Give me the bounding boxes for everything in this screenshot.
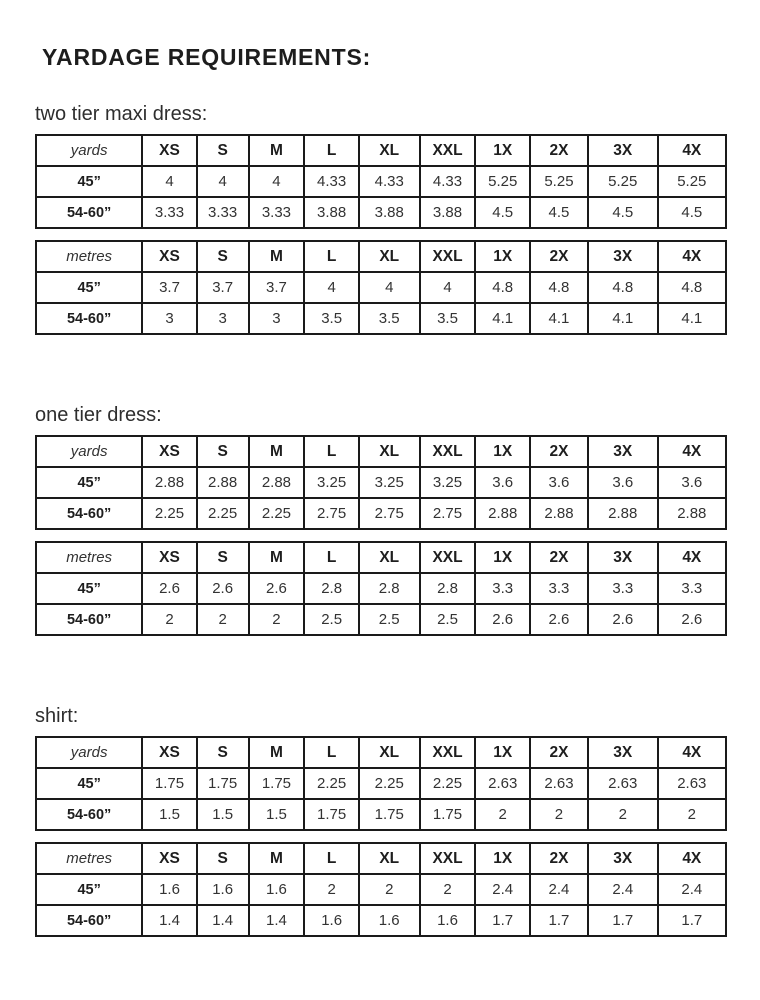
yardage-value-cell: 2.6 bbox=[530, 604, 588, 635]
yardage-value-cell: 1.75 bbox=[197, 768, 249, 799]
yardage-value-cell: 2.6 bbox=[658, 604, 726, 635]
table-row bbox=[36, 166, 726, 197]
yardage-value-cell: 2 bbox=[658, 799, 726, 830]
size-header-cell: XXL bbox=[420, 241, 476, 272]
section-two-tier-maxi-dress bbox=[35, 102, 727, 335]
yardage-value-cell: 2 bbox=[475, 799, 530, 830]
table-header-row bbox=[36, 542, 726, 573]
size-header-cell: XS bbox=[142, 436, 197, 467]
yardage-value-cell: 3.25 bbox=[359, 467, 420, 498]
yardage-value-cell: 1.7 bbox=[588, 905, 658, 936]
yardage-value-cell: 3 bbox=[142, 303, 197, 334]
section-label: one tier dress: bbox=[35, 404, 162, 426]
size-header-cell: S bbox=[197, 436, 249, 467]
yardage-value-cell: 2.88 bbox=[197, 467, 249, 498]
fabric-width-label-cell: 45” bbox=[36, 768, 142, 799]
section-label: shirt: bbox=[35, 705, 79, 727]
yardage-value-cell: 3.88 bbox=[304, 197, 359, 228]
yardage-value-cell: 2.25 bbox=[420, 768, 476, 799]
size-header-cell: XXL bbox=[420, 843, 476, 874]
yardage-value-cell: 4.1 bbox=[658, 303, 726, 334]
section-label: two tier maxi dress: bbox=[35, 103, 208, 125]
fabric-width-label-cell: 54-60” bbox=[36, 799, 142, 830]
yardage-value-cell: 1.6 bbox=[142, 874, 197, 905]
size-header-cell: 3X bbox=[588, 542, 658, 573]
yardage-value-cell: 2 bbox=[249, 604, 305, 635]
size-header-cell: M bbox=[249, 135, 305, 166]
size-header-cell: L bbox=[304, 135, 359, 166]
size-header-cell: 3X bbox=[588, 737, 658, 768]
yardage-value-cell: 2.75 bbox=[304, 498, 359, 529]
yardage-value-cell: 2.63 bbox=[530, 768, 588, 799]
size-header-cell: XXL bbox=[420, 542, 476, 573]
yardage-value-cell: 3.6 bbox=[658, 467, 726, 498]
yardage-value-cell: 2.8 bbox=[304, 573, 359, 604]
yardage-value-cell: 5.25 bbox=[530, 166, 588, 197]
yardage-value-cell: 1.5 bbox=[197, 799, 249, 830]
size-header-cell: 2X bbox=[530, 843, 588, 874]
size-header-cell: XL bbox=[359, 542, 420, 573]
yardage-value-cell: 1.7 bbox=[530, 905, 588, 936]
metres-table bbox=[35, 541, 727, 636]
yardage-value-cell: 4 bbox=[359, 272, 420, 303]
table-row bbox=[36, 498, 726, 529]
yardage-value-cell: 1.75 bbox=[420, 799, 476, 830]
table-header-row bbox=[36, 737, 726, 768]
unit-header-cell: metres bbox=[36, 843, 142, 874]
size-header-cell: XS bbox=[142, 135, 197, 166]
yardage-value-cell: 1.6 bbox=[359, 905, 420, 936]
fabric-width-label-cell: 45” bbox=[36, 272, 142, 303]
yardage-value-cell: 3.5 bbox=[420, 303, 476, 334]
yardage-value-cell: 4.5 bbox=[475, 197, 530, 228]
size-header-cell: S bbox=[197, 542, 249, 573]
table-header-row bbox=[36, 135, 726, 166]
yardage-value-cell: 3.88 bbox=[359, 197, 420, 228]
yardage-value-cell: 3.7 bbox=[142, 272, 197, 303]
yardage-value-cell: 3.33 bbox=[249, 197, 305, 228]
yardage-value-cell: 3.6 bbox=[588, 467, 658, 498]
yardage-value-cell: 1.75 bbox=[359, 799, 420, 830]
size-header-cell: XL bbox=[359, 135, 420, 166]
yardage-value-cell: 2 bbox=[588, 799, 658, 830]
size-header-cell: XS bbox=[142, 843, 197, 874]
yardage-value-cell: 1.6 bbox=[304, 905, 359, 936]
size-header-cell: S bbox=[197, 737, 249, 768]
size-header-cell: S bbox=[197, 135, 249, 166]
yardage-value-cell: 2.63 bbox=[588, 768, 658, 799]
table-row bbox=[36, 874, 726, 905]
size-header-cell: 4X bbox=[658, 241, 726, 272]
yardage-value-cell: 2.75 bbox=[359, 498, 420, 529]
yardage-value-cell: 2.4 bbox=[530, 874, 588, 905]
size-header-cell: 2X bbox=[530, 241, 588, 272]
yardage-value-cell: 2.88 bbox=[658, 498, 726, 529]
yardage-value-cell: 2.88 bbox=[249, 467, 305, 498]
size-header-cell: XL bbox=[359, 843, 420, 874]
yardage-value-cell: 2.25 bbox=[197, 498, 249, 529]
yardage-value-cell: 2.75 bbox=[420, 498, 476, 529]
table-header-row bbox=[36, 436, 726, 467]
metres-table bbox=[35, 842, 727, 937]
table-row bbox=[36, 799, 726, 830]
table-header-row bbox=[36, 241, 726, 272]
size-header-cell: 4X bbox=[658, 737, 726, 768]
table-row bbox=[36, 604, 726, 635]
table-row bbox=[36, 272, 726, 303]
size-header-cell: 1X bbox=[475, 542, 530, 573]
table-row bbox=[36, 573, 726, 604]
yardage-value-cell: 1.4 bbox=[142, 905, 197, 936]
yardage-value-cell: 4 bbox=[249, 166, 305, 197]
yardage-value-cell: 4.5 bbox=[588, 197, 658, 228]
yardage-value-cell: 2.63 bbox=[658, 768, 726, 799]
yards-table bbox=[35, 134, 727, 229]
yardage-value-cell: 1.75 bbox=[249, 768, 305, 799]
size-header-cell: XXL bbox=[420, 135, 476, 166]
yardage-value-cell: 1.7 bbox=[658, 905, 726, 936]
yardage-value-cell: 2.4 bbox=[658, 874, 726, 905]
fabric-width-label-cell: 54-60” bbox=[36, 197, 142, 228]
yardage-value-cell: 4 bbox=[197, 166, 249, 197]
yardage-value-cell: 3.3 bbox=[475, 573, 530, 604]
yardage-value-cell: 3.25 bbox=[304, 467, 359, 498]
yardage-value-cell: 1.7 bbox=[475, 905, 530, 936]
yardage-value-cell: 3.7 bbox=[197, 272, 249, 303]
size-header-cell: XXL bbox=[420, 436, 476, 467]
yardage-value-cell: 4.8 bbox=[658, 272, 726, 303]
yardage-value-cell: 2.6 bbox=[249, 573, 305, 604]
fabric-width-label-cell: 45” bbox=[36, 573, 142, 604]
yardage-value-cell: 4.5 bbox=[530, 197, 588, 228]
size-header-cell: 3X bbox=[588, 436, 658, 467]
yardage-value-cell: 2.25 bbox=[142, 498, 197, 529]
yardage-value-cell: 2.6 bbox=[197, 573, 249, 604]
fabric-width-label-cell: 45” bbox=[36, 874, 142, 905]
size-header-cell: XS bbox=[142, 542, 197, 573]
yardage-value-cell: 1.6 bbox=[249, 874, 305, 905]
size-header-cell: 4X bbox=[658, 135, 726, 166]
yardage-value-cell: 1.5 bbox=[249, 799, 305, 830]
size-header-cell: XS bbox=[142, 737, 197, 768]
yardage-value-cell: 3.3 bbox=[530, 573, 588, 604]
yardage-value-cell: 2 bbox=[304, 874, 359, 905]
yardage-value-cell: 3.7 bbox=[249, 272, 305, 303]
yardage-value-cell: 5.25 bbox=[588, 166, 658, 197]
yards-table bbox=[35, 435, 727, 530]
yardage-value-cell: 2 bbox=[420, 874, 476, 905]
size-header-cell: 2X bbox=[530, 737, 588, 768]
size-header-cell: L bbox=[304, 542, 359, 573]
section-one-tier-dress bbox=[35, 403, 727, 636]
yardage-value-cell: 3.6 bbox=[530, 467, 588, 498]
yardage-value-cell: 2.25 bbox=[359, 768, 420, 799]
unit-header-cell: yards bbox=[36, 737, 142, 768]
yardage-value-cell: 4 bbox=[420, 272, 476, 303]
yardage-value-cell: 2.6 bbox=[475, 604, 530, 635]
size-header-cell: XL bbox=[359, 737, 420, 768]
size-header-cell: XS bbox=[142, 241, 197, 272]
yardage-value-cell: 4.33 bbox=[304, 166, 359, 197]
yardage-value-cell: 4 bbox=[304, 272, 359, 303]
yardage-value-cell: 1.4 bbox=[249, 905, 305, 936]
page-title: YARDAGE REQUIREMENTS: bbox=[42, 44, 372, 70]
size-header-cell: 1X bbox=[475, 737, 530, 768]
yardage-value-cell: 5.25 bbox=[475, 166, 530, 197]
size-header-cell: 3X bbox=[588, 843, 658, 874]
fabric-width-label-cell: 54-60” bbox=[36, 604, 142, 635]
yardage-value-cell: 2 bbox=[142, 604, 197, 635]
unit-header-cell: yards bbox=[36, 436, 142, 467]
unit-header-cell: metres bbox=[36, 241, 142, 272]
size-header-cell: M bbox=[249, 843, 305, 874]
yardage-value-cell: 3.33 bbox=[142, 197, 197, 228]
size-header-cell: S bbox=[197, 241, 249, 272]
yardage-value-cell: 4.8 bbox=[530, 272, 588, 303]
size-header-cell: 1X bbox=[475, 436, 530, 467]
yardage-value-cell: 2.5 bbox=[420, 604, 476, 635]
yardage-value-cell: 3.33 bbox=[197, 197, 249, 228]
yardage-value-cell: 2.88 bbox=[588, 498, 658, 529]
yardage-value-cell: 1.5 bbox=[142, 799, 197, 830]
yardage-value-cell: 2.8 bbox=[420, 573, 476, 604]
table-header-row bbox=[36, 843, 726, 874]
yardage-value-cell: 2 bbox=[530, 799, 588, 830]
yardage-value-cell: 2.25 bbox=[249, 498, 305, 529]
size-header-cell: 4X bbox=[658, 436, 726, 467]
table-row bbox=[36, 768, 726, 799]
yardage-value-cell: 4.33 bbox=[359, 166, 420, 197]
yardage-value-cell: 2.25 bbox=[304, 768, 359, 799]
size-header-cell: XL bbox=[359, 436, 420, 467]
size-header-cell: XXL bbox=[420, 737, 476, 768]
yardage-value-cell: 3 bbox=[197, 303, 249, 334]
yardage-value-cell: 5.25 bbox=[658, 166, 726, 197]
size-header-cell: 4X bbox=[658, 542, 726, 573]
yardage-value-cell: 3.3 bbox=[658, 573, 726, 604]
yardage-value-cell: 1.6 bbox=[420, 905, 476, 936]
size-header-cell: 1X bbox=[475, 843, 530, 874]
size-header-cell: L bbox=[304, 241, 359, 272]
yardage-value-cell: 1.6 bbox=[197, 874, 249, 905]
fabric-width-label-cell: 54-60” bbox=[36, 905, 142, 936]
table-row bbox=[36, 303, 726, 334]
yardage-value-cell: 2.5 bbox=[304, 604, 359, 635]
size-header-cell: 3X bbox=[588, 135, 658, 166]
yardage-value-cell: 2.6 bbox=[142, 573, 197, 604]
yardage-value-cell: 4 bbox=[142, 166, 197, 197]
yardage-value-cell: 3.25 bbox=[420, 467, 476, 498]
yardage-value-cell: 2.4 bbox=[475, 874, 530, 905]
size-header-cell: L bbox=[304, 436, 359, 467]
yardage-value-cell: 2.6 bbox=[588, 604, 658, 635]
size-header-cell: 2X bbox=[530, 436, 588, 467]
yardage-value-cell: 4.33 bbox=[420, 166, 476, 197]
yardage-value-cell: 3.3 bbox=[588, 573, 658, 604]
size-header-cell: 1X bbox=[475, 241, 530, 272]
size-header-cell: 2X bbox=[530, 135, 588, 166]
size-header-cell: XL bbox=[359, 241, 420, 272]
yardage-value-cell: 2.88 bbox=[530, 498, 588, 529]
yardage-value-cell: 2 bbox=[359, 874, 420, 905]
yardage-value-cell: 2.4 bbox=[588, 874, 658, 905]
yardage-value-cell: 3 bbox=[249, 303, 305, 334]
yardage-value-cell: 3.6 bbox=[475, 467, 530, 498]
yardage-value-cell: 1.75 bbox=[142, 768, 197, 799]
yardage-value-cell: 2.88 bbox=[475, 498, 530, 529]
size-header-cell: M bbox=[249, 436, 305, 467]
size-header-cell: M bbox=[249, 241, 305, 272]
yardage-value-cell: 3.5 bbox=[304, 303, 359, 334]
fabric-width-label-cell: 54-60” bbox=[36, 498, 142, 529]
yardage-value-cell: 4.1 bbox=[475, 303, 530, 334]
yardage-value-cell: 4.5 bbox=[658, 197, 726, 228]
fabric-width-label-cell: 45” bbox=[36, 467, 142, 498]
size-header-cell: L bbox=[304, 737, 359, 768]
table-row bbox=[36, 197, 726, 228]
unit-header-cell: metres bbox=[36, 542, 142, 573]
metres-table bbox=[35, 240, 727, 335]
yards-table bbox=[35, 736, 727, 831]
yardage-value-cell: 4.1 bbox=[530, 303, 588, 334]
size-header-cell: S bbox=[197, 843, 249, 874]
yardage-value-cell: 2.63 bbox=[475, 768, 530, 799]
size-header-cell: 3X bbox=[588, 241, 658, 272]
size-header-cell: M bbox=[249, 737, 305, 768]
table-row bbox=[36, 905, 726, 936]
yardage-value-cell: 2 bbox=[197, 604, 249, 635]
yardage-value-cell: 4.8 bbox=[475, 272, 530, 303]
yardage-value-cell: 3.5 bbox=[359, 303, 420, 334]
section-shirt bbox=[35, 704, 727, 937]
table-row bbox=[36, 467, 726, 498]
size-header-cell: 4X bbox=[658, 843, 726, 874]
yardage-value-cell: 2.8 bbox=[359, 573, 420, 604]
yardage-value-cell: 2.88 bbox=[142, 467, 197, 498]
fabric-width-label-cell: 54-60” bbox=[36, 303, 142, 334]
size-header-cell: M bbox=[249, 542, 305, 573]
yardage-value-cell: 4.1 bbox=[588, 303, 658, 334]
yardage-value-cell: 3.88 bbox=[420, 197, 476, 228]
yardage-value-cell: 4.8 bbox=[588, 272, 658, 303]
size-header-cell: 2X bbox=[530, 542, 588, 573]
unit-header-cell: yards bbox=[36, 135, 142, 166]
yardage-value-cell: 1.75 bbox=[304, 799, 359, 830]
fabric-width-label-cell: 45” bbox=[36, 166, 142, 197]
size-header-cell: L bbox=[304, 843, 359, 874]
size-header-cell: 1X bbox=[475, 135, 530, 166]
yardage-value-cell: 1.4 bbox=[197, 905, 249, 936]
yardage-value-cell: 2.5 bbox=[359, 604, 420, 635]
